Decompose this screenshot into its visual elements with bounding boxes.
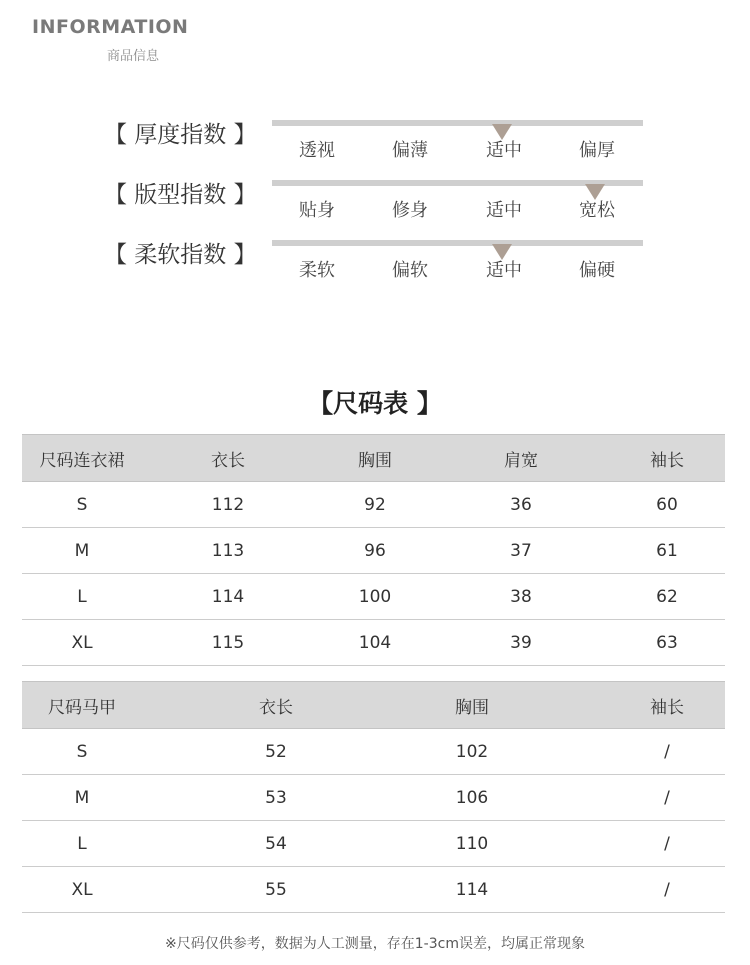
index-track	[272, 240, 643, 246]
index-option: 适中	[486, 140, 522, 161]
table-cell: 114	[455, 879, 489, 900]
index-track	[272, 120, 643, 126]
table-cell: 100	[358, 586, 392, 607]
table-cell: S	[76, 741, 88, 762]
table-cell: /	[664, 787, 670, 808]
table-cell: 60	[656, 494, 678, 515]
table-header-cell: 袖长	[650, 450, 684, 471]
index-option: 透视	[299, 140, 335, 161]
table-cell: XL	[71, 879, 93, 900]
table-cell: 63	[656, 632, 678, 653]
index-option: 适中	[486, 260, 522, 281]
table-header-cell: 衣长	[259, 697, 293, 718]
table-cell: 61	[656, 540, 678, 561]
table-cell: L	[77, 586, 87, 607]
index-label: 【 版型指数 】	[104, 182, 257, 208]
table-header-cell: 尺码连衣裙	[39, 450, 125, 471]
table-cell: 39	[510, 632, 532, 653]
table-cell: 102	[455, 741, 489, 762]
index-row	[0, 176, 750, 232]
header-title-cn: 商品信息	[107, 49, 160, 64]
table-cell: /	[664, 879, 670, 900]
table-cell: M	[74, 787, 90, 808]
table-cell: 55	[265, 879, 287, 900]
table-cell: 37	[510, 540, 532, 561]
table-cell: M	[74, 540, 90, 561]
table-cell: 115	[211, 632, 245, 653]
index-option: 偏薄	[392, 140, 428, 161]
table-header-cell: 衣长	[211, 450, 245, 471]
table-cell: 110	[455, 833, 489, 854]
index-option: 修身	[392, 200, 428, 221]
table-header-cell: 尺码马甲	[48, 697, 116, 718]
table-cell: S	[76, 494, 88, 515]
table-row	[22, 620, 725, 666]
index-option: 偏软	[392, 260, 428, 281]
table-cell: 113	[211, 540, 245, 561]
table-row	[22, 867, 725, 913]
table-row	[22, 482, 725, 528]
table-header-row	[22, 434, 725, 482]
table-cell: L	[77, 833, 87, 854]
table-row	[22, 821, 725, 867]
index-label: 【 厚度指数 】	[104, 122, 257, 148]
table-row	[22, 528, 725, 574]
table-cell: 114	[211, 586, 245, 607]
table-header-cell: 袖长	[650, 697, 684, 718]
header-title-en: INFORMATION	[32, 16, 189, 38]
index-option: 柔软	[299, 260, 335, 281]
table-cell: 38	[510, 586, 532, 607]
index-label: 【 柔软指数 】	[104, 242, 257, 268]
index-option: 偏硬	[579, 260, 615, 281]
index-row	[0, 116, 750, 172]
size-table	[22, 434, 725, 666]
index-option: 贴身	[299, 200, 335, 221]
index-row	[0, 236, 750, 292]
table-cell: 96	[364, 540, 386, 561]
table-header-cell: 胸围	[358, 450, 392, 471]
table-cell: 62	[656, 586, 678, 607]
table-header-cell: 胸围	[455, 697, 489, 718]
table-cell: XL	[71, 632, 93, 653]
size-chart-title: 【尺码表 】	[308, 389, 442, 418]
table-header-row	[22, 681, 725, 729]
footnote: ※尺码仅供参考，数据为人工测量，存在1-3cm误差，均属正常现象	[165, 936, 585, 952]
table-cell: 106	[455, 787, 489, 808]
table-cell: 104	[358, 632, 392, 653]
table-header-cell: 肩宽	[504, 450, 538, 471]
index-option: 偏厚	[579, 140, 615, 161]
table-row	[22, 729, 725, 775]
table-cell: 53	[265, 787, 287, 808]
table-cell: 52	[265, 741, 287, 762]
table-cell: 36	[510, 494, 532, 515]
table-row	[22, 574, 725, 620]
table-cell: /	[664, 833, 670, 854]
size-table	[22, 681, 725, 913]
index-option: 宽松	[579, 200, 615, 221]
table-row	[22, 775, 725, 821]
index-option: 适中	[486, 200, 522, 221]
table-cell: /	[664, 741, 670, 762]
table-cell: 112	[211, 494, 245, 515]
table-cell: 54	[265, 833, 287, 854]
table-cell: 92	[364, 494, 386, 515]
